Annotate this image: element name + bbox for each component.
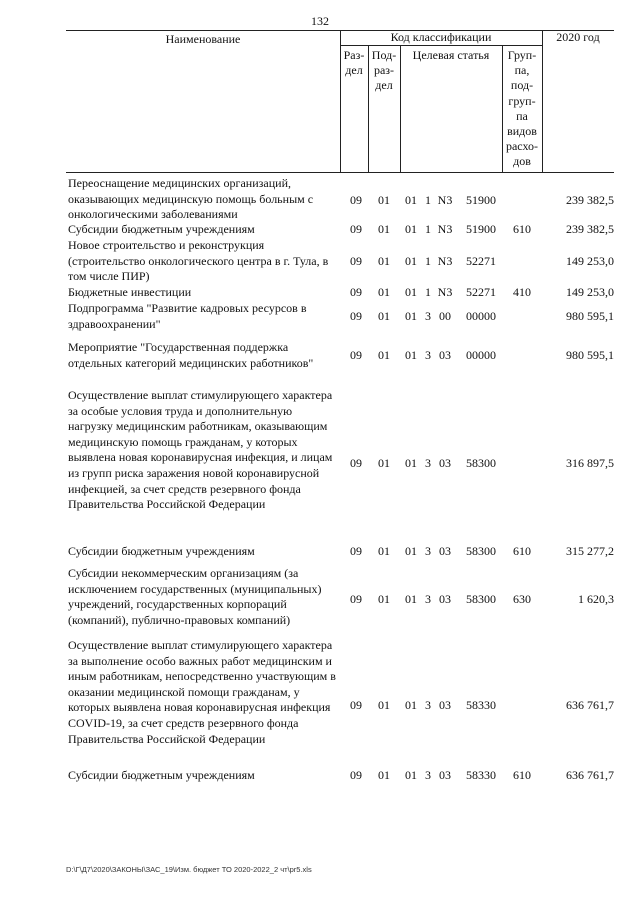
header-group-line: дов <box>513 154 531 169</box>
row-cs2: 3 <box>425 309 431 323</box>
header-bottom-line <box>66 172 614 173</box>
row-podrazdel: 01 <box>378 592 390 606</box>
row-cs1: 01 <box>405 456 417 470</box>
page-number: 132 <box>311 14 329 28</box>
row-cs2: 3 <box>425 348 431 362</box>
header-year: 2020 год <box>556 30 600 44</box>
row-cs1: 01 <box>405 222 417 236</box>
row-name: Субсидии бюджетным учреждениям <box>68 222 255 236</box>
header-group-line: видов <box>507 124 537 139</box>
row-cs1: 01 <box>405 309 417 323</box>
row-cs3: 03 <box>439 698 451 712</box>
row-amount: 636 761,7 <box>566 698 614 712</box>
row-podrazdel: 01 <box>378 348 390 362</box>
row-name: Новое строительство и реконструкция (строительство онкологического центра в г. Тула, в том числе ПИР) <box>68 238 329 284</box>
row-cs4: 51900 <box>466 193 496 207</box>
row-cs3: 03 <box>439 544 451 558</box>
row-cs3: 03 <box>439 592 451 606</box>
row-vid: 610 <box>513 768 531 782</box>
row-cs3: 03 <box>439 348 451 362</box>
row-cs4: 58330 <box>466 698 496 712</box>
row-razdel: 09 <box>350 456 362 470</box>
header-podrazdel-line: дел <box>375 78 393 92</box>
header-podrazdel-line: раз- <box>373 63 395 77</box>
row-name: Осуществление выплат стимулирующего характера за особые условия труда и дополнительную нагрузку медицинским работникам, оказывающим медицинскую помощь гражданам, у которых выявлена новая коронавирусная инфекция, и лицам из групп риска заражения новой коронавирусной инфекцией, за счет средств резервного фонда Правительства Российской Федерации <box>68 388 333 512</box>
row-razdel: 09 <box>350 309 362 323</box>
row-cs4: 58300 <box>466 592 496 606</box>
row-cs1: 01 <box>405 698 417 712</box>
row-podrazdel: 01 <box>378 456 390 470</box>
row-amount: 149 253,0 <box>566 285 614 299</box>
row-cs2: 3 <box>425 456 431 470</box>
row-vid: 410 <box>513 285 531 299</box>
header-group-line: груп- <box>508 93 536 108</box>
row-cs1: 01 <box>405 193 417 207</box>
row-amount: 315 277,2 <box>566 544 614 558</box>
row-name: Подпрограмма "Развитие кадровых ресурсов в здравоохранении" <box>68 301 307 331</box>
row-cs3: 00 <box>439 309 451 323</box>
header-name: Наименование <box>165 32 241 46</box>
row-podrazdel: 01 <box>378 309 390 323</box>
row-cs3: 03 <box>439 768 451 782</box>
row-podrazdel: 01 <box>378 544 390 558</box>
row-cs4: 52271 <box>466 254 496 268</box>
file-path-footer: D:\Г\Д7\2020\ЗАКОНЫ\ЗАС_19\Изм. бюджет ТО 2020-2022_2 чт\pr5.xls <box>66 865 312 874</box>
row-cs2: 3 <box>425 768 431 782</box>
row-cs3: N3 <box>437 254 453 268</box>
header-group <box>502 48 542 170</box>
row-name: Субсидии некоммерческим организациям (за исключением государственных (муниципальных) учреждений, государственных корпораций (компаний), публично-правовых компаний) <box>68 566 322 627</box>
row-name: Бюджетные инвестиции <box>68 285 192 299</box>
row-name: Субсидии бюджетным учреждениям <box>68 544 255 558</box>
row-podrazdel: 01 <box>378 698 390 712</box>
row-cs3: N3 <box>437 193 453 207</box>
row-cs4: 00000 <box>466 348 496 362</box>
divider <box>542 30 543 172</box>
row-razdel: 09 <box>350 768 362 782</box>
row-vid: 610 <box>513 222 531 236</box>
row-cs1: 01 <box>405 592 417 606</box>
row-podrazdel: 01 <box>378 254 390 268</box>
row-cs2: 3 <box>425 544 431 558</box>
row-cs2: 1 <box>425 285 431 299</box>
header-razdel-line: Раз- <box>343 48 365 62</box>
classification-line <box>340 45 542 46</box>
row-name: Мероприятие "Государственная поддержка отдельных категорий медицинских работников" <box>68 340 314 370</box>
row-vid: 610 <box>513 544 531 558</box>
row-razdel: 09 <box>350 254 362 268</box>
row-cs2: 3 <box>425 698 431 712</box>
row-podrazdel: 01 <box>378 193 390 207</box>
row-amount: 316 897,5 <box>566 456 614 470</box>
row-razdel: 09 <box>350 285 362 299</box>
row-cs1: 01 <box>405 544 417 558</box>
row-vid: 630 <box>513 592 531 606</box>
row-cs2: 3 <box>425 592 431 606</box>
row-razdel: 09 <box>350 592 362 606</box>
row-cs2: 1 <box>425 193 431 207</box>
row-podrazdel: 01 <box>378 768 390 782</box>
header-group-line: расхо- <box>505 139 539 154</box>
header-group-line: под- <box>510 78 534 93</box>
row-cs4: 51900 <box>466 222 496 236</box>
row-amount: 980 595,1 <box>566 309 614 323</box>
row-cs3: N3 <box>437 285 453 299</box>
row-cs4: 52271 <box>466 285 496 299</box>
row-cs2: 1 <box>425 254 431 268</box>
row-podrazdel: 01 <box>378 285 390 299</box>
row-cs4: 58330 <box>466 768 496 782</box>
header-razdel <box>340 48 368 78</box>
row-amount: 239 382,5 <box>566 193 614 207</box>
row-cs2: 1 <box>425 222 431 236</box>
header-classification: Код классификации <box>390 30 492 44</box>
row-cs1: 01 <box>405 254 417 268</box>
header-group-line: Груп- <box>507 48 537 62</box>
row-razdel: 09 <box>350 222 362 236</box>
row-amount: 239 382,5 <box>566 222 614 236</box>
header-group-line: па <box>516 108 528 123</box>
row-name: Переоснащение медицинских организаций, оказывающих медицинскую помощь больным с онкологическими заболеваниями <box>68 176 314 222</box>
row-cs3: 03 <box>439 456 451 470</box>
header-group-line: па, <box>514 63 530 78</box>
row-name: Субсидии бюджетным учреждениям <box>68 768 255 782</box>
row-amount: 636 761,7 <box>566 768 614 782</box>
row-razdel: 09 <box>350 193 362 207</box>
header-target: Целевая статья <box>412 48 490 62</box>
row-amount: 980 595,1 <box>566 348 614 362</box>
header-podrazdel <box>368 48 400 93</box>
row-cs1: 01 <box>405 768 417 782</box>
row-cs3: N3 <box>437 222 453 236</box>
row-amount: 1 620,3 <box>578 592 614 606</box>
row-cs1: 01 <box>405 285 417 299</box>
row-podrazdel: 01 <box>378 222 390 236</box>
row-cs4: 58300 <box>466 456 496 470</box>
header-razdel-line: дел <box>345 63 363 77</box>
header-podrazdel-line: Под- <box>371 48 397 62</box>
row-razdel: 09 <box>350 348 362 362</box>
row-cs4: 58300 <box>466 544 496 558</box>
row-cs4: 00000 <box>466 309 496 323</box>
row-razdel: 09 <box>350 698 362 712</box>
row-name: Осуществление выплат стимулирующего характера за выполнение особо важных работ медицинским и иным работникам, непосредственно участвующим в оказании медицинской помощи гражданам, у которых выявлена новая коронавирусная инфекция COVID-19, за счет средств резервного фонда Правительства Российской Федерации <box>68 638 336 746</box>
row-cs1: 01 <box>405 348 417 362</box>
divider <box>400 45 401 172</box>
row-razdel: 09 <box>350 544 362 558</box>
row-amount: 149 253,0 <box>566 254 614 268</box>
